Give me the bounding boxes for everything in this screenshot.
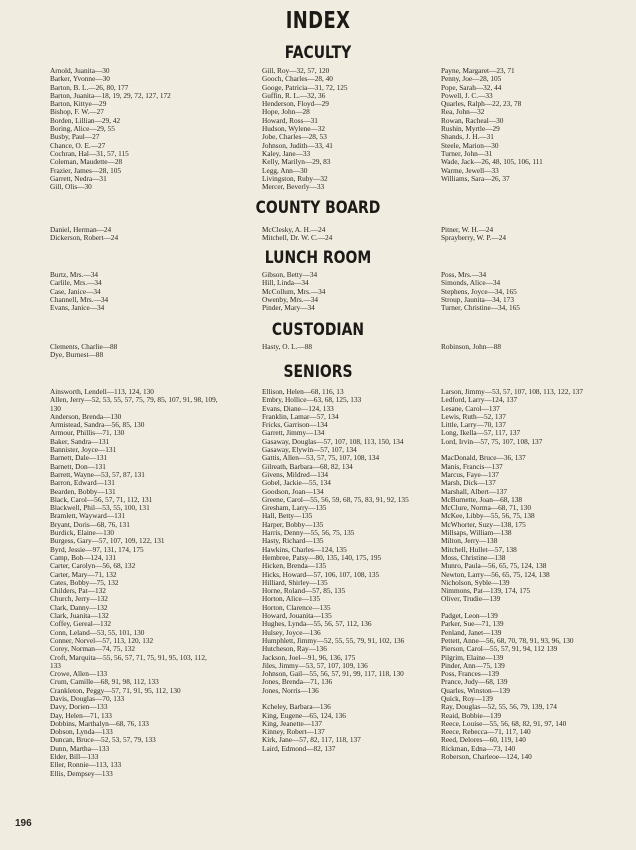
index-entry: Duncan, Bruce—52, 53, 57, 79, 133 xyxy=(50,735,156,745)
lunch-room-column-1 xyxy=(50,271,218,312)
index-entry: Ellison, Helen—68, 116, 13 xyxy=(262,387,344,396)
index-entry: Jackson, Joel—91, 96, 136, 175 xyxy=(262,652,356,662)
index-entry: Corey, Norman—74, 75, 132 xyxy=(50,644,136,654)
index-entry: Pope, Sarah—32, 44 xyxy=(441,82,502,92)
index-entry: Turner, John—31 xyxy=(441,148,493,158)
index-entry: Coffey, Gereal—132 xyxy=(50,619,111,629)
index-entry: Barton, Juanita—18, 19, 29, 72, 127, 172 xyxy=(50,90,171,100)
index-entry: Barrett, Wayne—53, 57, 87, 131 xyxy=(50,469,145,479)
index-title: INDEX xyxy=(285,8,351,34)
index-entry: Nimmons, Pat—139, 174, 175 xyxy=(441,586,531,596)
seniors-column-2 xyxy=(262,388,437,753)
index-entry: Gasaway, Douglas—57, 107, 108, 113, 150, 134 xyxy=(262,436,404,446)
index-entry: Day, Helen—71, 133 xyxy=(50,710,112,720)
index-entry: Clark, Juanita—132 xyxy=(50,611,109,621)
index-entry: Milton, Jerry—138 xyxy=(441,536,498,546)
index-entry: Marshall, Albert—137 xyxy=(441,486,508,496)
index-entry: Davy, Dorien—133 xyxy=(50,702,108,712)
index-entry: Bramlett, Wayward—131 xyxy=(50,511,126,521)
custodian-column-1 xyxy=(50,343,218,360)
index-entry: Prance, Judy—68, 139 xyxy=(441,677,508,687)
index-entry: Jobe, Charles—28, 53 xyxy=(262,132,327,142)
index-entry: Burtz, Mrs.—34 xyxy=(50,270,99,279)
index-entry: Carter, Mary—71, 132 xyxy=(50,569,117,579)
index-entry: Barnett, Dale—131 xyxy=(50,453,108,463)
index-entry: Channell, Mrs.—34 xyxy=(50,294,109,304)
index-entry: Livingston, Ruby—32 xyxy=(262,173,328,183)
index-entry: Mitchell, Dr. W. C.—24 xyxy=(262,233,333,243)
index-entry: Legg, Ann—30 xyxy=(262,165,308,175)
index-entry: Reece, Rebecca—71, 117, 140 xyxy=(441,727,531,737)
index-entry: Henderson, Floyd—29 xyxy=(262,99,329,109)
index-entry: Hulsey, Joyce—136 xyxy=(262,627,321,637)
index-entry: Bannister, Joyce—131 xyxy=(50,445,117,455)
index-entry: Padget, Leon—139 xyxy=(441,611,498,621)
index-entry: Croft, Marquita—55, 56, 57, 71, 75, 91, 95, 103, 112, 133 xyxy=(50,652,207,670)
index-entry: Warme, Jewell—33 xyxy=(441,165,499,175)
index-entry: Millsaps, William—138 xyxy=(441,528,512,538)
index-entry: Hudson, Wylene—32 xyxy=(262,124,326,134)
index-entry: Dunn, Martha—133 xyxy=(50,743,110,753)
index-entry: King, Eugene—65, 124, 136 xyxy=(262,710,346,720)
index-entry: McBurnette, Joan—68, 138 xyxy=(441,494,523,504)
index-entry: Lesane, Carol—137 xyxy=(441,403,500,413)
index-entry: Pilgrim, Elaine—139 xyxy=(441,652,504,662)
faculty-column-3 xyxy=(441,67,623,183)
index-entry: Horton, Clarence—135 xyxy=(262,602,331,612)
index-entry: Kcheley, Barbara—136 xyxy=(262,702,331,712)
index-entry: Gattis, Allen—53, 57, 75, 107, 108, 134 xyxy=(262,453,380,463)
index-entry: Garrett, Nedra—31 xyxy=(50,173,107,183)
index-entry: Childers, Pat—132 xyxy=(50,586,106,596)
index-entry: Penny, Joe—28, 105 xyxy=(441,74,502,84)
county-board-column-2 xyxy=(262,226,437,243)
index-entry: Borden, Lillian—29, 42 xyxy=(50,115,121,125)
index-entry: Williams, Sara—26, 37 xyxy=(441,173,510,183)
index-entry: Evans, Janice—34 xyxy=(50,303,105,313)
index-entry: Poss, Mrs.—34 xyxy=(441,270,487,279)
index-entry: Pinder, Mary—34 xyxy=(262,303,315,313)
index-entry: Gill, Olis—30 xyxy=(50,182,92,192)
index-entry: Pierson, Carol—55, 57, 91, 94, 112 139 xyxy=(441,644,558,654)
index-entry: Long, Ikella—57, 117, 137 xyxy=(441,428,521,438)
index-entry: Rowan, Racheal—30 xyxy=(441,115,504,125)
lunch-room-column-3 xyxy=(441,271,623,312)
index-entry: Blackwell, Phil—53, 55, 100, 131 xyxy=(50,503,150,513)
index-entry: Penland, Janet—139 xyxy=(441,627,502,637)
index-entry: Pitner, W. H.—24 xyxy=(441,225,494,234)
index-entry: Powell, J. C.—33 xyxy=(441,90,493,100)
index-entry: Googe, Patricia—31, 72, 125 xyxy=(262,82,348,92)
index-entry: Conner, Norvel—57, 113, 120, 132 xyxy=(50,635,154,645)
index-entry: Nicholson, Syble—139 xyxy=(441,577,510,587)
index-entry: Mercer, Beverly—33 xyxy=(262,182,325,192)
index-entry: Pinder, Ann—75, 139 xyxy=(441,660,505,670)
index-entry: Gibson, Betty—34 xyxy=(262,270,318,279)
index-entry: Howard, Jouanita—135 xyxy=(262,611,332,621)
index-entry: Newton, Larry—56, 65, 75, 124, 138 xyxy=(441,569,550,579)
index-entry: Marsh, Dick—137 xyxy=(441,478,496,488)
index-entry: Elder, Bill—133 xyxy=(50,752,99,762)
index-entry: Hutcheson, Ray—136 xyxy=(262,644,327,654)
index-entry: McClure, Norma—68, 71, 130 xyxy=(441,503,531,513)
index-entry: Quarles, Ralph—22, 23, 78 xyxy=(441,99,522,109)
index-entry: Barker, Yvonne—30 xyxy=(50,74,110,84)
index-entry: Arnold, Juanita—30 xyxy=(50,66,110,75)
index-entry: Lewis, Ruth—52, 137 xyxy=(441,411,506,421)
index-entry: Robinson, John—88 xyxy=(441,342,502,351)
index-entry: Barton, Kittye—29 xyxy=(50,99,107,109)
index-entry: Quarles, Winston—139 xyxy=(441,685,510,695)
seniors-column-3 xyxy=(441,388,623,761)
index-entry: Fricks, Garrison—134 xyxy=(262,420,328,430)
index-entry: Oliver, Trudie—139 xyxy=(441,594,501,604)
index-entry: Parker, Sue—71, 139 xyxy=(441,619,504,629)
index-entry: Clark, Danny—132 xyxy=(50,602,108,612)
index-entry: Boring, Alice—29, 55 xyxy=(50,124,115,134)
index-entry: Quick, Roy—139 xyxy=(441,693,493,703)
index-entry: Gasaway, Elywin—57, 107, 134 xyxy=(262,445,357,455)
index-entry: Evans, Diane—124, 133 xyxy=(262,403,334,413)
index-entry: Horton, Alice—135 xyxy=(262,594,320,604)
index-entry: Stephens, Joyce—34, 165 xyxy=(441,286,517,296)
index-entry: Sprayberry, W. P.—24 xyxy=(441,233,506,243)
index-entry: Hasty, Richard—135 xyxy=(262,536,324,546)
custodian-heading: CUSTODIAN xyxy=(271,320,365,340)
faculty-column-1 xyxy=(50,67,218,191)
faculty-heading: FACULTY xyxy=(284,43,352,63)
index-entry: Burdick, Elaine—130 xyxy=(50,528,115,538)
index-entry: Ray, Douglas—52, 55, 56, 79, 139, 174 xyxy=(441,702,557,712)
index-entry: Marcus, Faye—137 xyxy=(441,469,499,479)
index-entry: Anderson, Brenda—130 xyxy=(50,411,122,421)
seniors-heading: SENIORS xyxy=(283,362,353,382)
index-entry: Ainsworth, Lendell—113, 124, 130 xyxy=(50,387,154,396)
index-entry: Rickman, Edna—73, 140 xyxy=(441,743,516,753)
index-entry: Chance, O. E.—27 xyxy=(50,140,106,150)
faculty-column-2 xyxy=(262,67,437,191)
index-entry: Turner, Christine—34, 165 xyxy=(441,303,520,313)
index-entry: Camp, Bob—124, 131 xyxy=(50,552,117,562)
index-entry: McKee, Libby—55, 56, 75, 138 xyxy=(441,511,535,521)
index-entry: Carlile, Mrs.—34 xyxy=(50,278,102,288)
index-entry: Gooch, Charles—28, 40 xyxy=(262,74,333,84)
index-entry: Harper, Bobby—135 xyxy=(262,519,324,529)
index-entry: Lord, Irvin—57, 75, 107, 108, 137 xyxy=(441,436,543,446)
index-entry: Hasty, O. L.—88 xyxy=(262,342,312,351)
index-entry: Daniel, Herman—24 xyxy=(50,225,112,234)
index-entry: Allen, Jerry—52, 53, 55, 57, 75, 79, 85, 107, 91, 98, 109, 130 xyxy=(50,395,218,413)
index-entry: MacDonald, Bruce—36, 137 xyxy=(441,453,526,463)
index-entry: Payne, Margaret—23, 71 xyxy=(441,66,515,75)
index-entry: Rea, John—32 xyxy=(441,107,485,117)
index-entry: Hall, Betty—135 xyxy=(262,511,313,521)
index-entry: Bishop, F. W.—27 xyxy=(50,107,104,117)
index-entry: Goodson, Joan—134 xyxy=(262,486,324,496)
index-entry: Mitchell, Hullet—57, 138 xyxy=(441,544,517,554)
county-board-heading: COUNTY BOARD xyxy=(255,198,381,218)
index-entry: Kinney, Robert—137 xyxy=(262,727,325,737)
lunch-room-column-2 xyxy=(262,271,437,312)
index-entry: Cates, Bobby—75, 132 xyxy=(50,577,119,587)
index-entry: Munro, Paula—56, 65, 75, 124, 138 xyxy=(441,561,547,571)
index-entry: Byrd, Jessie—97, 131, 174, 175 xyxy=(50,544,144,554)
index-entry: Horne, Roland—57, 85, 135 xyxy=(262,586,346,596)
index-entry: Larson, Jimmy—53, 57, 107, 108, 113, 122, 137 xyxy=(441,387,584,396)
index-entry: Jones, Norris—136 xyxy=(262,685,319,695)
index-entry: Jones, Brenda—71, 136 xyxy=(262,677,333,687)
index-entry: Dobbins, Marthalyn—68, 76, 133 xyxy=(50,718,149,728)
index-entry: Moss, Christine—138 xyxy=(441,552,506,562)
page-number: 196 xyxy=(15,818,32,829)
lunch-room-heading: LUNCH ROOM xyxy=(264,248,372,268)
index-entry: Gresham, Larry—135 xyxy=(262,503,327,513)
index-entry: Busby, Paul—27 xyxy=(50,132,100,142)
index-entry: Eller, Ronnie—113, 133 xyxy=(50,760,122,770)
index-entry: Owenby, Mrs.—34 xyxy=(262,294,319,304)
custodian-column-3 xyxy=(441,343,623,351)
index-entry: Ellis, Dempsey—133 xyxy=(50,768,113,778)
index-entry: Case, Janice—34 xyxy=(50,286,101,296)
index-entry: McWhorter, Suzy—138, 175 xyxy=(441,519,526,529)
index-entry: Givens, Mildred—134 xyxy=(262,469,329,479)
index-entry: Conn, Leland—53, 55, 101, 130 xyxy=(50,627,145,637)
index-entry: Crowe, Allen—133 xyxy=(50,669,108,679)
index-entry: Howard, Ross—31 xyxy=(262,115,318,125)
seniors-column-1 xyxy=(50,388,218,778)
index-entry: Gilreath, Barbara—68, 82, 134 xyxy=(262,461,353,471)
index-entry: Steele, Marion—30 xyxy=(441,140,499,150)
index-entry: Johnson, Gail—55, 56, 57, 91, 99, 117, 118, 130 xyxy=(262,669,404,679)
index-entry: Coleman, Maudette—28 xyxy=(50,157,123,167)
index-entry: Embry, Hollice—63, 68, 125, 133 xyxy=(262,395,362,405)
index-entry: Dobson, Lynda—133 xyxy=(50,727,113,737)
index-entry: Pettett, Anne—56, 68, 70, 78, 91, 93, 96, 130 xyxy=(441,635,574,645)
index-entry: Clements, Charlie—88 xyxy=(50,342,118,351)
index-entry: Shands, J. H.—31 xyxy=(441,132,494,142)
index-entry: Reaid, Bobbie—139 xyxy=(441,710,501,720)
index-entry: Greene, Carol—55, 56, 59, 68, 75, 83, 91, 92, 135 xyxy=(262,494,409,504)
index-entry: Garrett, Jimmy—134 xyxy=(262,428,325,438)
index-entry: Stroup, Jaunita—34, 173 xyxy=(441,294,514,304)
index-entry: Dickerson, Robert—24 xyxy=(50,233,119,243)
index-entry: Johnson, Judith—33, 41 xyxy=(262,140,333,150)
index-entry: Hicken, Brenda—135 xyxy=(262,561,327,571)
index-entry: Poss, Frances—139 xyxy=(441,669,499,679)
index-entry: Rushin, Myrtle—29 xyxy=(441,124,500,134)
index-entry: Dye, Burnest—88 xyxy=(50,350,104,360)
index-entry: Hill, Linda—34 xyxy=(262,278,309,288)
index-entry: Humphlett, Jimmy—52, 55, 55, 79, 91, 102, 136 xyxy=(262,635,405,645)
index-entry: Armistead, Sandra—56, 85, 130 xyxy=(50,420,145,430)
county-board-column-3 xyxy=(441,226,623,243)
index-entry: Reed, Delores—60, 119, 140 xyxy=(441,735,526,745)
index-entry: King, Jeanette—137 xyxy=(262,718,322,728)
index-entry: Gill, Roy—32, 57, 120 xyxy=(262,66,330,75)
index-entry: Davis, Douglas—70, 133 xyxy=(50,693,125,703)
index-entry: McCollum, Mrs.—34 xyxy=(262,286,326,296)
index-entry: Ledford, Larry—124, 137 xyxy=(441,395,518,405)
index-entry: Hilliard, Shirley—135 xyxy=(262,577,328,587)
index-entry: Hope, John—28 xyxy=(262,107,310,117)
index-entry: Barron, Edward—131 xyxy=(50,478,115,488)
index-entry: Wade, Jack—26, 48, 105, 106, 111 xyxy=(441,157,543,167)
index-entry: Little, Larry—70, 137 xyxy=(441,420,506,430)
index-entry: Jiles, Jimmy—53, 57, 107, 109, 136 xyxy=(262,660,368,670)
index-entry: Barton, B. L.—26, 80, 177 xyxy=(50,82,129,92)
index-entry: Hicks, Howard—57, 106, 107, 108, 135 xyxy=(262,569,380,579)
index-entry: Simonds, Alice—34 xyxy=(441,278,501,288)
index-entry: Barnett, Don—131 xyxy=(50,461,106,471)
index-entry: Bearden, Bobby—131 xyxy=(50,486,116,496)
index-entry: Harris, Denny—55, 56, 75, 135 xyxy=(262,528,355,538)
index-entry: Laird, Edmond—82, 137 xyxy=(262,743,336,753)
index-entry: Crum, Camille—68, 91, 98, 112, 133 xyxy=(50,677,159,687)
index-entry: Guffin, R. L.—32, 36 xyxy=(262,90,326,100)
index-entry: Kaley, Jane—33 xyxy=(262,148,311,158)
index-entry: Gobel, Jackie—55, 134 xyxy=(262,478,331,488)
index-entry: Cochran, Hal—31, 57, 115 xyxy=(50,148,129,158)
index-entry: Black, Carol—56, 57, 71, 112, 131 xyxy=(50,494,153,504)
index-entry: Burgess, Gary—57, 107, 109, 122, 131 xyxy=(50,536,165,546)
index-entry: Kirk, Jane—57, 82, 117, 118, 137 xyxy=(262,735,361,745)
index-entry: Franklin, Lamar—57, 134 xyxy=(262,411,339,421)
county-board-column-1 xyxy=(50,226,218,243)
index-entry: Frazier, James—28, 105 xyxy=(50,165,122,175)
index-entry: Reece, Louise—55, 56, 68, 82, 91, 97, 140 xyxy=(441,718,567,728)
index-entry: Hughes, Lynda—55, 56, 57, 112, 136 xyxy=(262,619,372,629)
index-entry: Hembree, Patsy—80, 135, 140, 175, 195 xyxy=(262,552,382,562)
index-entry: Church, Jerry—132 xyxy=(50,594,108,604)
index-entry: Baker, Sandra—131 xyxy=(50,436,110,446)
index-entry: Crankleton, Peggy—57, 71, 91, 95, 112, 130 xyxy=(50,685,181,695)
custodian-column-2 xyxy=(262,343,437,351)
index-entry: Hawkins, Charles—124, 135 xyxy=(262,544,347,554)
index-entry: Kelly, Marilyn—29, 83 xyxy=(262,157,331,167)
index-entry: Carter, Carolyn—56, 68, 132 xyxy=(50,561,136,571)
index-entry: McClesky, A. H.—24 xyxy=(262,225,326,234)
index-entry: Roberson, Charleoe—124, 140 xyxy=(441,752,532,762)
index-entry: Bryant, Doris—68, 76, 131 xyxy=(50,519,130,529)
index-entry: Manis, Francis—137 xyxy=(441,461,503,471)
index-entry: Armour, Phillis—71, 130 xyxy=(50,428,125,438)
